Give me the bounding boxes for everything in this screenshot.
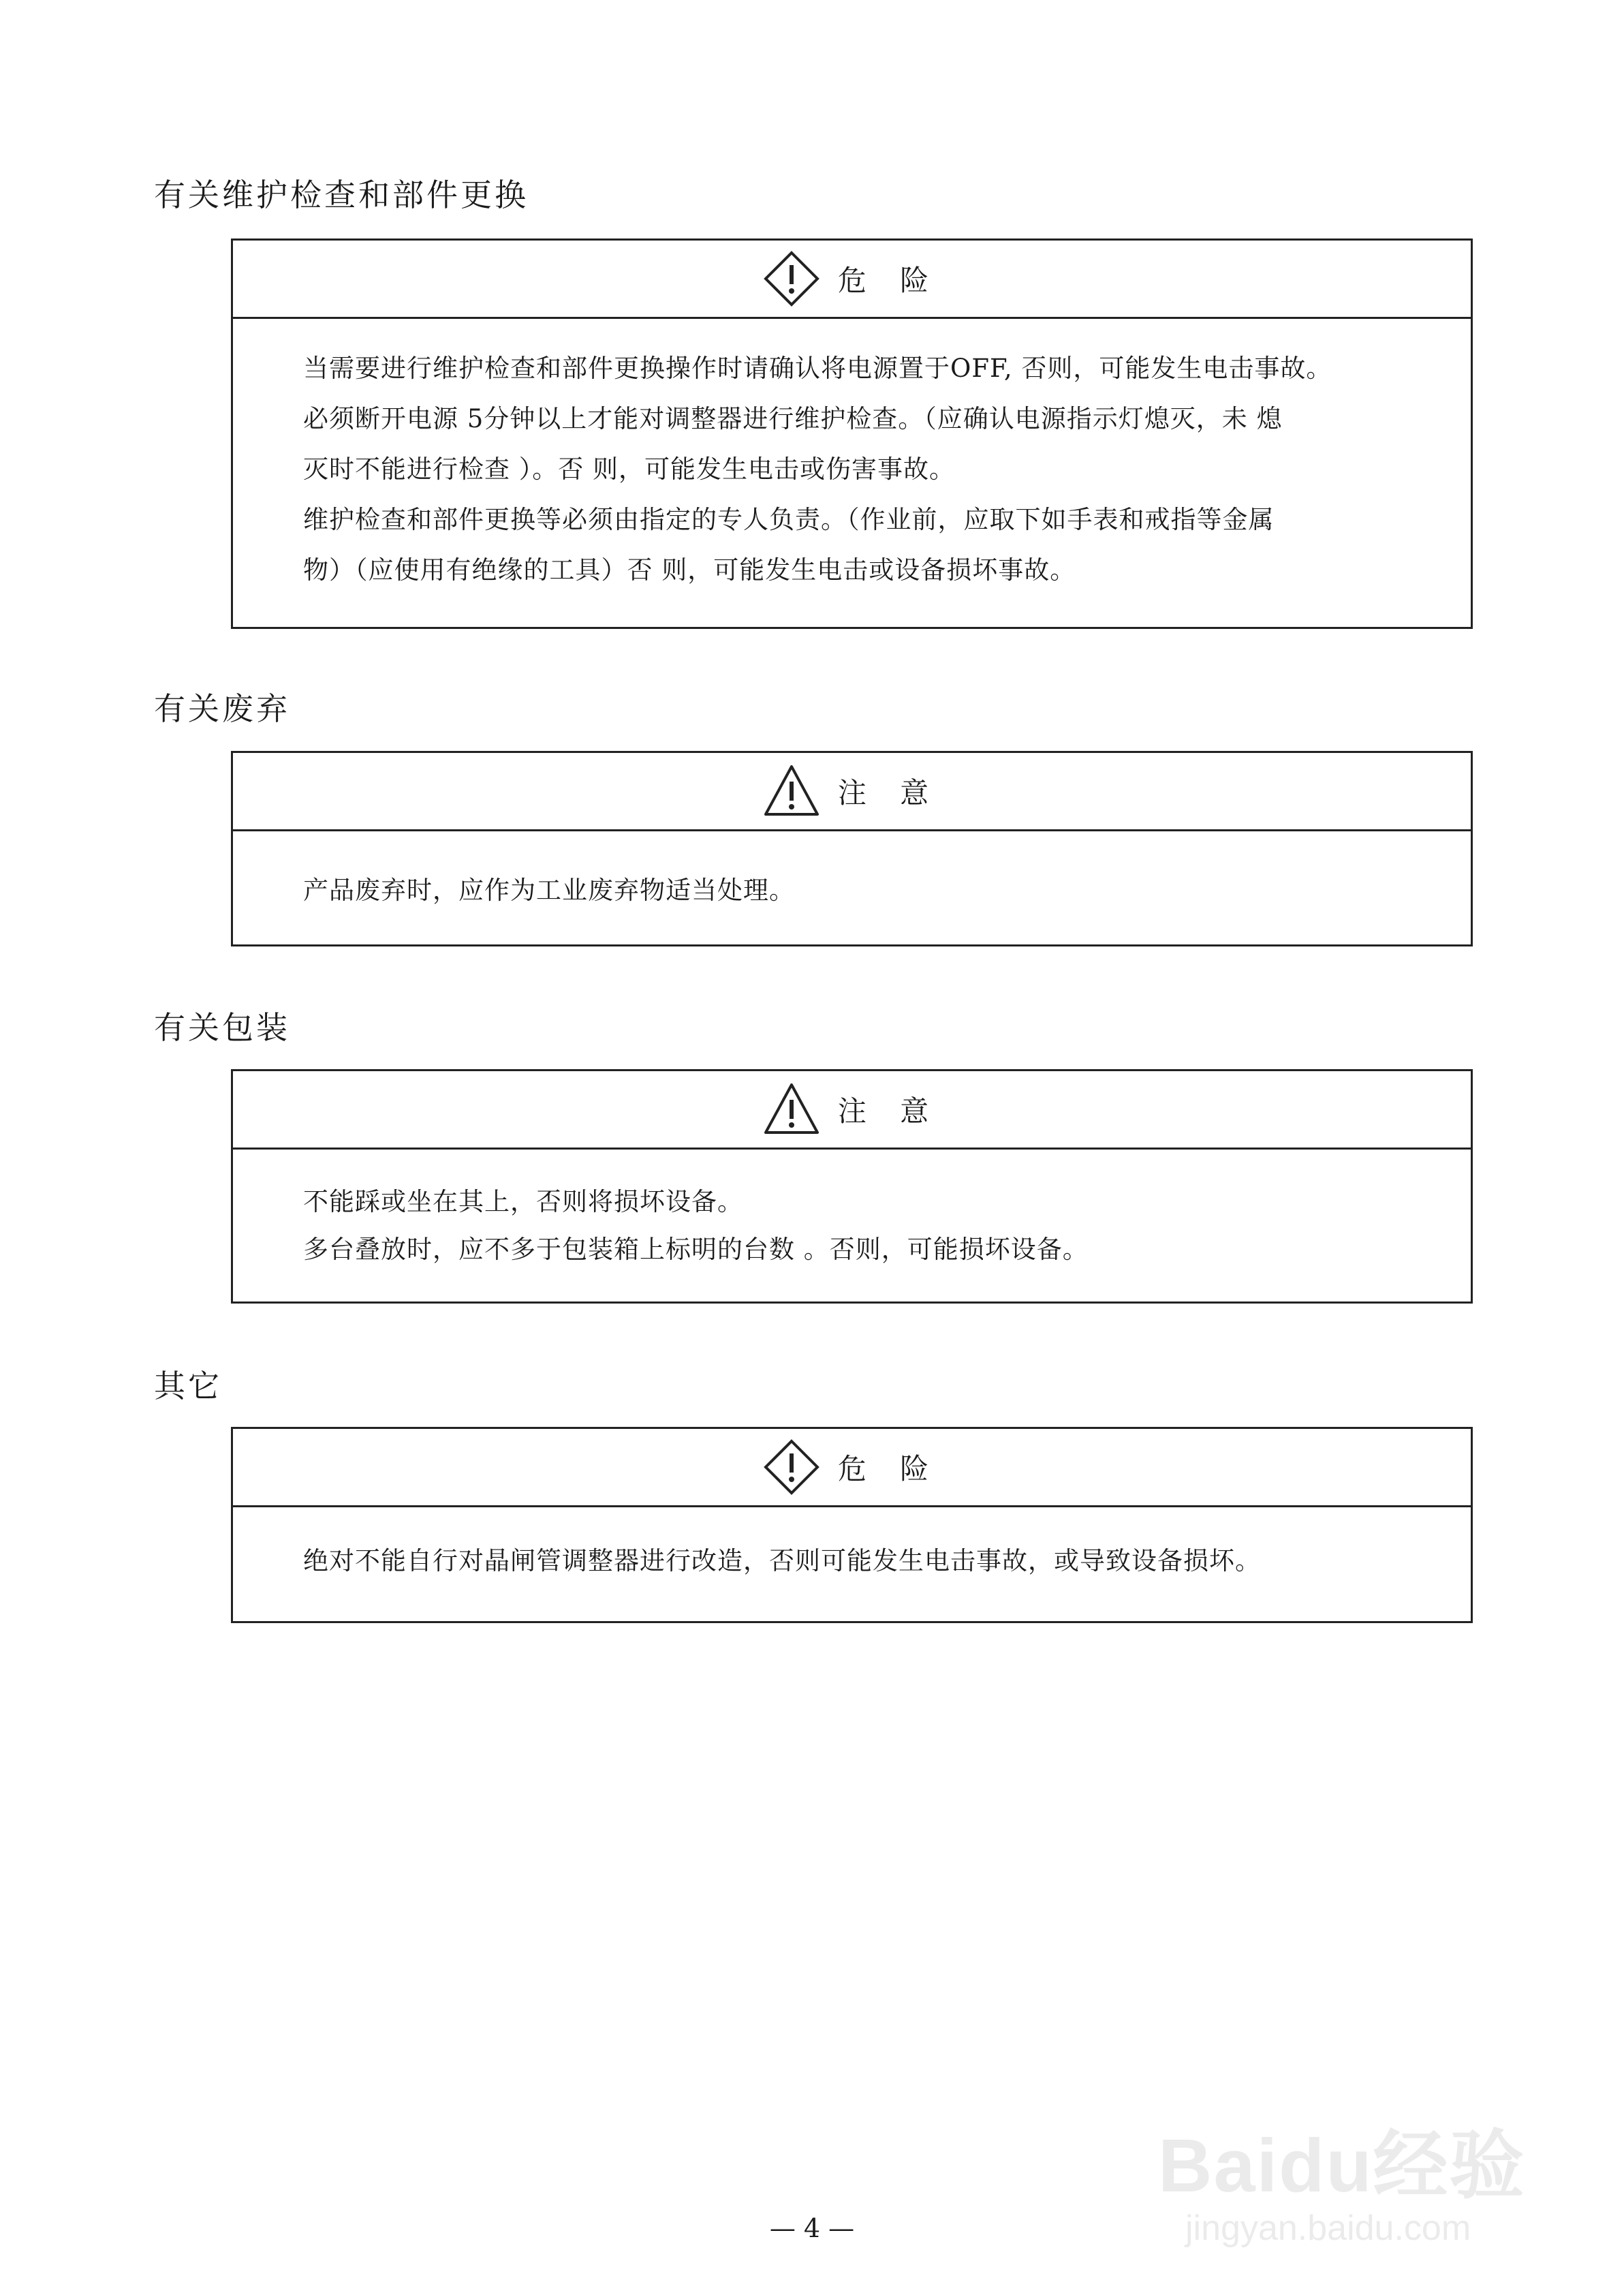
body-line: 维护检查和部件更换等必须由指定的专人负责。（作业前，应取下如手表和戒指等金属: [303, 505, 1275, 534]
watermark-logo: Baidu经验: [1158, 2124, 1526, 2208]
box-header-label: 注 意: [837, 1094, 941, 1128]
danger-box-other: [231, 1427, 1473, 1623]
page-number: — 4 —: [769, 2213, 855, 2243]
danger-diamond-icon: [763, 250, 820, 307]
section-heading-maintenance: 有关维护检查和部件更换: [154, 176, 529, 213]
box-header-label: 危 险: [837, 264, 941, 297]
danger-box-maintenance: [231, 238, 1473, 629]
caution-box-packaging: [231, 1069, 1473, 1304]
body-line: 多台叠放时，应不多于包装箱上标明的台数 。否则，可能损坏设备。: [303, 1235, 1089, 1264]
baidu-watermark: [1158, 2078, 1540, 2255]
caution-box-disposal: [231, 751, 1473, 946]
caution-triangle-icon: [763, 763, 820, 820]
danger-diamond-icon: [763, 1438, 820, 1496]
box-header-label: 注 意: [837, 776, 941, 810]
box-header: [233, 241, 1471, 319]
section-heading-disposal: 有关废弃: [154, 690, 290, 727]
section-heading-packaging: 有关包装: [154, 1009, 290, 1046]
body-line: 物）（应使用有绝缘的工具）否 则，可能发生电击或设备损坏事故。: [303, 555, 1076, 585]
body-line: 产品废弃时，应作为工业废弃物适当处理。: [303, 876, 795, 905]
section-heading-other: 其它: [154, 1368, 222, 1404]
body-line: 必须断开电源 5分钟以上才能对调整器进行维护检查。（应确认电源指示灯熄灭，未 熄: [303, 404, 1283, 433]
box-header: [233, 1071, 1471, 1150]
watermark-url: jingyan.baidu.com: [1185, 2208, 1471, 2248]
body-line: 绝对不能自行对晶闸管调整器进行改造，否则可能发生电击事故，或导致设备损坏。: [303, 1546, 1261, 1575]
body-line: 灭时不能进行检查 ）。否 则，可能发生电击或伤害事故。: [303, 455, 956, 484]
box-header: [233, 753, 1471, 831]
body-line: 当需要进行维护检查和部件更换操作时请确认将电源置于OFF, 否则，可能发生电击事故。: [303, 354, 1332, 383]
body-line: 不能踩或坐在其上，否则将损坏设备。: [303, 1187, 743, 1216]
caution-triangle-icon: [763, 1081, 820, 1138]
box-header: [233, 1429, 1471, 1507]
box-header-label: 危 险: [837, 1452, 941, 1485]
